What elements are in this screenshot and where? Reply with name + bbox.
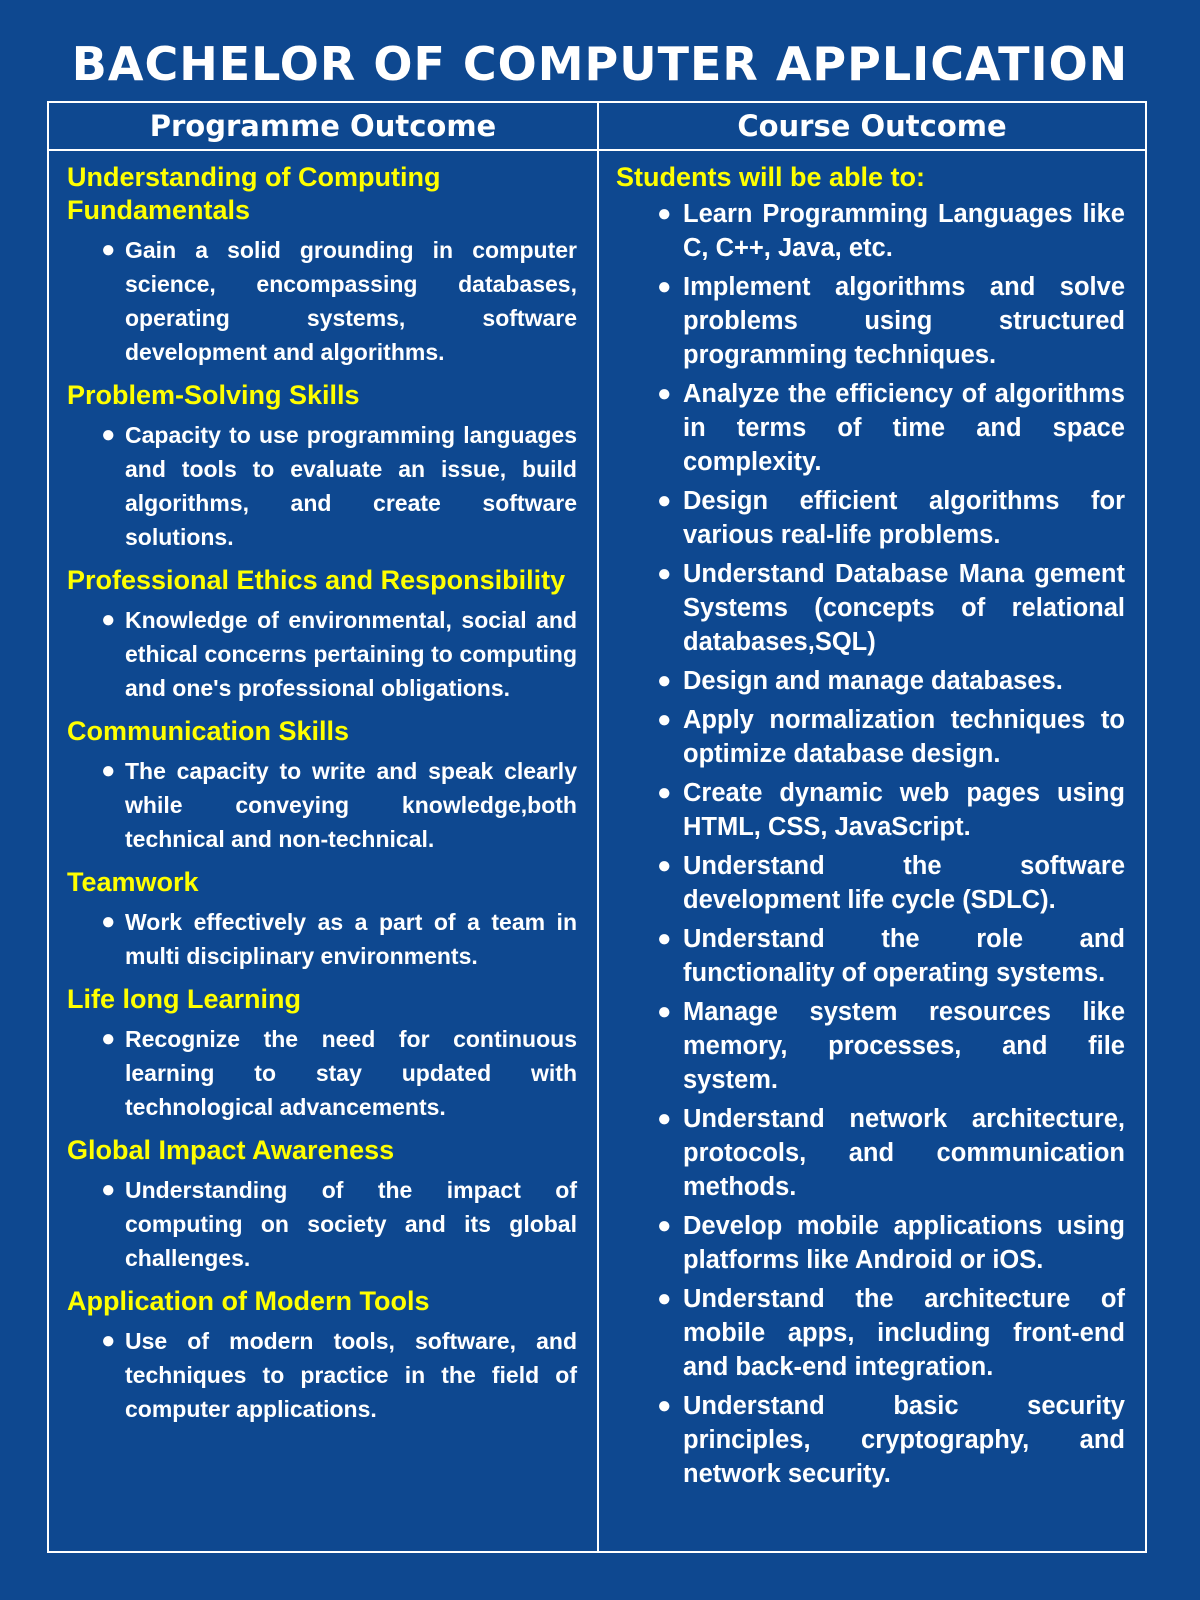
- list-item: ● Implement algorithms and solve problems using structured programming techniques.: [683, 270, 1125, 372]
- table-body-row: [49, 151, 1145, 1551]
- bullet-icon: ●: [101, 1025, 116, 1052]
- bullet-icon: ●: [657, 1105, 672, 1132]
- po-heading: Problem-Solving Skills: [67, 380, 360, 410]
- list-item: ● Knowledge of environmental, social and ethical concerns pertaining to computing and one's professional obligations.: [125, 603, 577, 705]
- list-item: ● Understand Database Mana gement Systems (concepts of relational databases,SQL): [683, 557, 1125, 659]
- bullet-icon: ●: [101, 757, 116, 784]
- list-item: ● Understand the role and functionality of operating systems.: [683, 922, 1125, 990]
- bullet-icon: ●: [657, 779, 672, 806]
- table-header-row: [49, 103, 1145, 151]
- bullet-icon: ●: [657, 1285, 672, 1312]
- list-item: ● Create dynamic web pages using HTML, CSS, JavaScript.: [683, 776, 1125, 844]
- bullet-icon: ●: [657, 925, 672, 952]
- list-item: ● Gain a solid grounding in computer science, encompassing databases, operating systems, software development and algorithms.: [125, 233, 577, 369]
- bullet-icon: ●: [657, 852, 672, 879]
- list-item: ● Understand the software development life cycle (SDLC).: [683, 849, 1125, 917]
- list-item: ● Manage system resources like memory, processes, and file system.: [683, 995, 1125, 1097]
- list-item: ● Use of modern tools, software, and techniques to practice in the field of computer applications.: [125, 1324, 577, 1426]
- list-item: ● Recognize the need for continuous learning to stay updated with technological advancements.: [125, 1022, 577, 1124]
- list-item: ● Learn Programming Languages like C, C++, Java, etc.: [683, 197, 1125, 265]
- list-item: ● Develop mobile applications using platforms like Android or iOS.: [683, 1209, 1125, 1277]
- list-item: ● The capacity to write and speak clearly while conveying knowledge,both technical and non-technical.: [125, 754, 577, 856]
- bullet-icon: ●: [657, 1212, 672, 1239]
- po-section: [67, 983, 577, 1124]
- bullet-icon: ●: [657, 560, 672, 587]
- list-item: ● Design and manage databases.: [683, 664, 1125, 698]
- po-section: [67, 1285, 577, 1426]
- po-section: [67, 1134, 577, 1275]
- po-heading: Application of Modern Tools: [67, 1286, 430, 1316]
- bullet-icon: ●: [657, 487, 672, 514]
- bullet-icon: ●: [657, 200, 672, 227]
- po-heading: Professional Ethics and Responsibility: [67, 565, 566, 595]
- outcomes-table: [47, 101, 1147, 1553]
- list-item: ● Understand network architecture, protocols, and communication methods.: [683, 1102, 1125, 1204]
- list-item: ● Design efficient algorithms for various real-life problems.: [683, 484, 1125, 552]
- list-item: ● Understanding of the impact of computing on society and its global challenges.: [125, 1173, 577, 1275]
- po-section: [67, 379, 577, 554]
- course-outcome-column: [599, 151, 1145, 1551]
- list-item: ● Analyze the efficiency of algorithms in terms of time and space complexity.: [683, 377, 1125, 479]
- list-item: ● Capacity to use programming languages and tools to evaluate an issue, build algorithms, and create software solutions.: [125, 418, 577, 554]
- programme-outcome-column: [49, 151, 599, 1551]
- bullet-icon: ●: [101, 908, 116, 935]
- bullet-icon: ●: [101, 1327, 116, 1354]
- bullet-icon: ●: [657, 380, 672, 407]
- po-heading: Understanding of Computing Fundamentals: [67, 162, 441, 225]
- po-heading: Global Impact Awareness: [67, 1135, 395, 1165]
- po-heading: Life long Learning: [67, 984, 301, 1014]
- bullet-icon: ●: [657, 667, 672, 694]
- bullet-icon: ●: [657, 1392, 672, 1419]
- course-outcome-list: [616, 197, 1125, 1491]
- list-item: ● Understand the architecture of mobile apps, including front-end and back-end integration.: [683, 1282, 1125, 1384]
- course-outcome-intro: Students will be able to:: [616, 162, 926, 192]
- course-outcome-header: Course Outcome: [737, 109, 1007, 143]
- list-item: ● Apply normalization techniques to optimize database design.: [683, 703, 1125, 771]
- po-heading: Communication Skills: [67, 716, 350, 746]
- po-section: [67, 564, 577, 705]
- bullet-icon: ●: [657, 998, 672, 1025]
- po-section: [67, 161, 577, 369]
- list-item: ● Understand basic security principles, cryptography, and network security.: [683, 1389, 1125, 1491]
- po-section: [67, 866, 577, 973]
- bullet-icon: ●: [101, 421, 116, 448]
- bullet-icon: ●: [101, 1176, 116, 1203]
- bullet-icon: ●: [101, 606, 116, 633]
- po-heading: Teamwork: [67, 867, 199, 897]
- bullet-icon: ●: [101, 236, 116, 263]
- page-title: BACHELOR OF COMPUTER APPLICATION: [71, 37, 1129, 91]
- bullet-icon: ●: [657, 706, 672, 733]
- list-item: ● Work effectively as a part of a team in multi disciplinary environments.: [125, 905, 577, 973]
- bullet-icon: ●: [657, 273, 672, 300]
- programme-outcome-header: Programme Outcome: [49, 103, 599, 149]
- po-section: [67, 715, 577, 856]
